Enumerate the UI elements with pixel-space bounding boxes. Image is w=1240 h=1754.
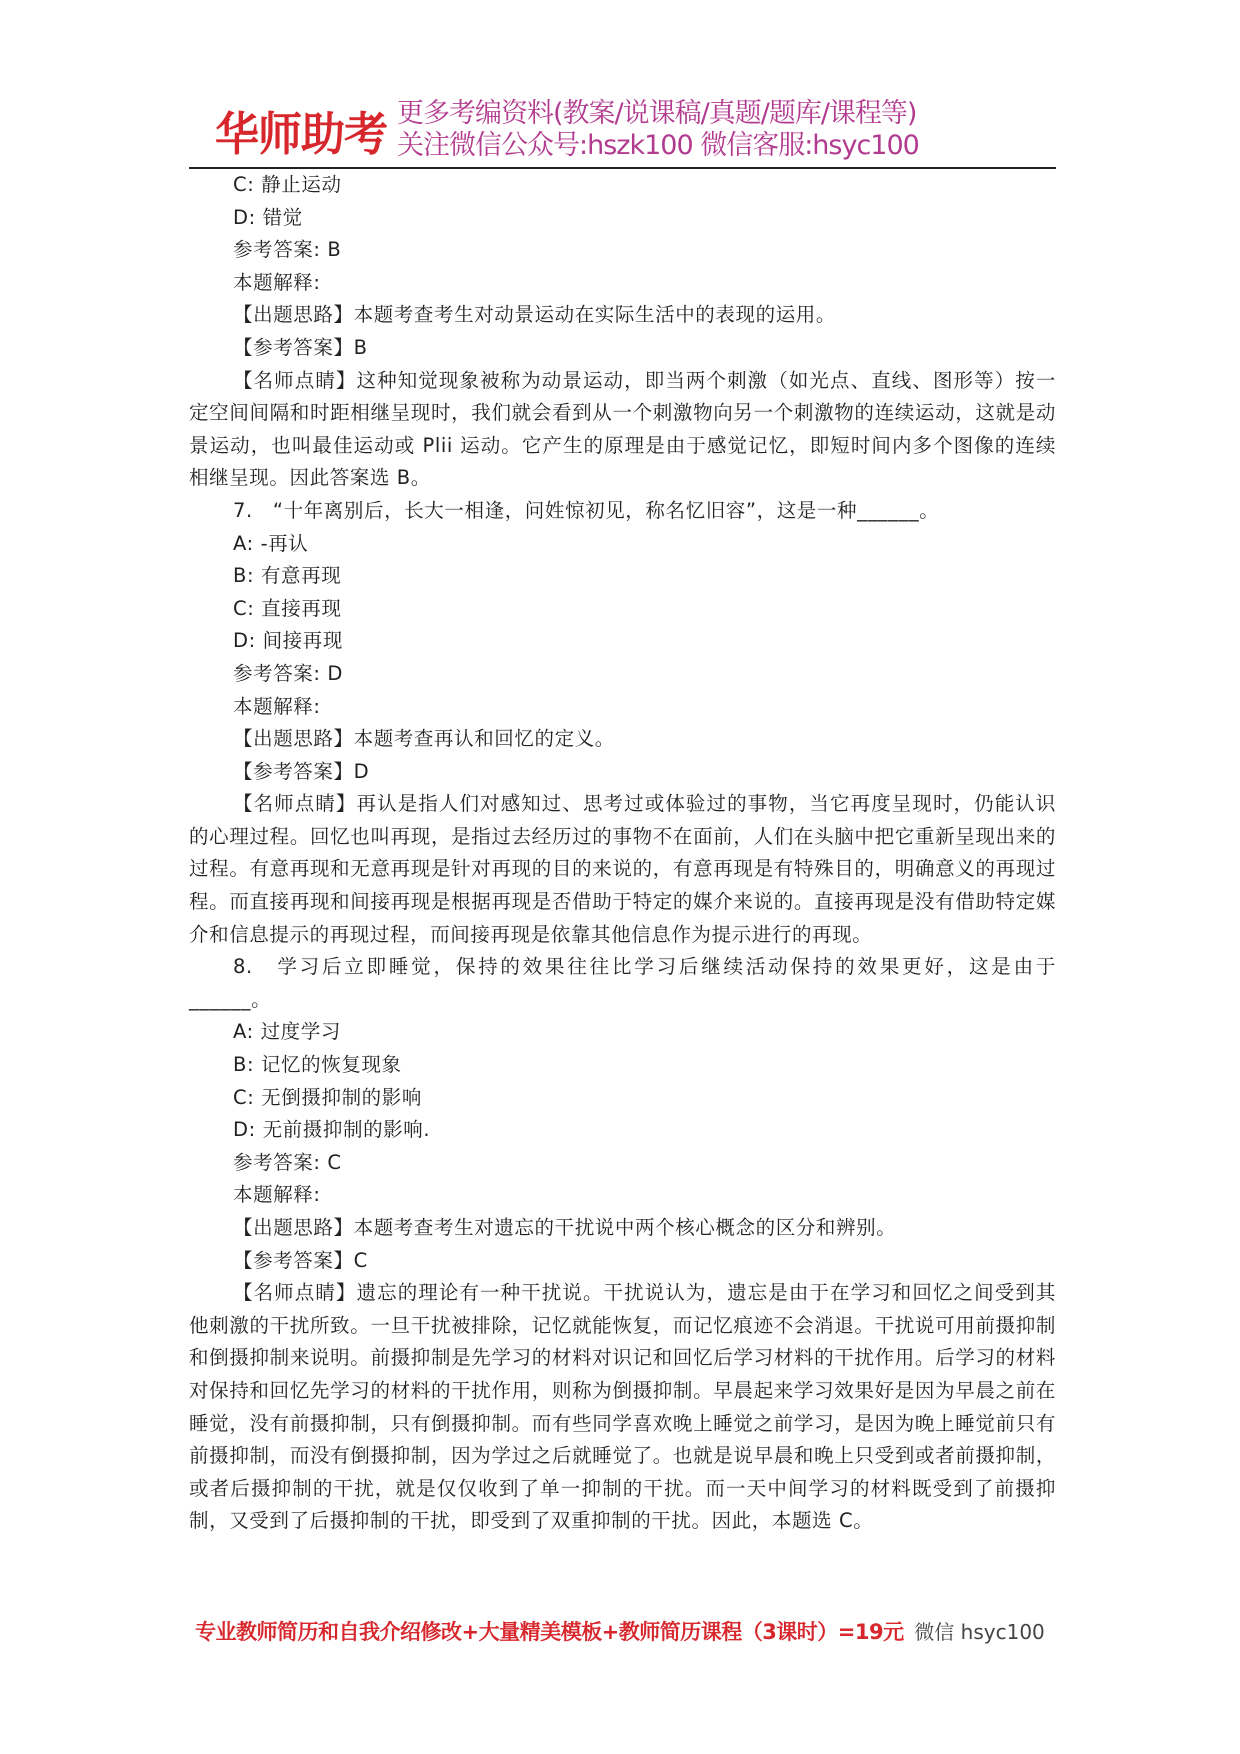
text-line: 参考答案: B: [233, 238, 342, 262]
text-line: B: 记忆的恢复现象: [233, 1053, 402, 1077]
text-line: 【名师点睛】这种知觉现象被称为动景运动，即当两个刺激（如光点、直线、图形等）按一定空间间隔和时距相继呈现时，我们就会看到从一个刺激物向另一个刺激物的连续运动，这就是动景运动，也叫最佳运动或 Plii 运动。它产生的原理是由于感觉记忆，即短时间内多个图像的连续相继呈现。因此答案选 B。: [189, 368, 1056, 490]
page-header-banner: [215, 95, 1035, 165]
text-line: D: 错觉: [233, 205, 303, 229]
header-tagline-line2: 关注微信公众号:hszk100 微信客服:hsyc100: [397, 130, 919, 161]
text-line: 本题解释:: [233, 694, 321, 718]
text-line: 8. 学习后立即睡觉，保持的效果往往比学习后继续活动保持的效果更好，这是由于______。: [189, 955, 1056, 1011]
text-line: 【出题思路】本题考查考生对动景运动在实际生活中的表现的运用。: [233, 303, 837, 327]
text-line: 【名师点睛】遗忘的理论有一种干扰说。干扰说认为，遗忘是由于在学习和回忆之间受到其他刺激的干扰所致。一旦干扰被排除，记忆就能恢复，而记忆痕迹不会消退。干扰说可用前摄抑制和倒摄抑制来说明。前摄抑制是先学习的材料对识记和回忆后学习材料的干扰作用。后学习的材料对保持和回忆先学习的材料的干扰作用，则称为倒摄抑制。早晨起来学习效果好是因为早晨之前在睡觉，没有前摄抑制，只有倒摄抑制。而有些同学喜欢晚上睡觉之前学习，是因为晚上睡觉前只有前摄抑制，而没有倒摄抑制，因为学过之后就睡觉了。也就是说早晨和晚上只受到或者前摄抑制，或者后摄抑制的干扰，就是仅仅收到了单一抑制的干扰。而一天中间学习的材料既受到了前摄抑制，又受到了后摄抑制的干扰，即受到了双重抑制的干扰。因此，本题选 C。: [189, 1281, 1056, 1533]
text-line: 【出题思路】本题考查再认和回忆的定义。: [233, 727, 615, 751]
footer-promo: 专业教师简历和自我介绍修改+大量精美模板+教师简历课程（3课时）=19元: [195, 1620, 904, 1644]
document-body: [189, 169, 1056, 1538]
text-line: B: 有意再现: [233, 564, 342, 588]
text-line: 参考答案: C: [233, 1150, 342, 1174]
text-line: 【名师点睛】再认是指人们对感知过、思考过或体验过的事物，当它再度呈现时，仍能认识的心理过程。回忆也叫再现，是指过去经历过的事物不在面前，人们在头脑中把它重新呈现出来的过程。有意再现和无意再现是针对再现的目的来说的，有意再现是有特殊目的，明确意义的再现过程。而直接再现和间接再现是根据再现是否借助于特定的媒介来说的。直接再现是没有借助特定媒介和信息提示的再现过程，而间接再现是依靠其他信息作为提示进行的再现。: [189, 792, 1056, 946]
text-line: D: 间接再现: [233, 629, 343, 653]
text-line: 【出题思路】本题考查考生对遗忘的干扰说中两个核心概念的区分和辨别。: [233, 1216, 897, 1239]
text-line: A: -再认: [233, 531, 309, 555]
text-line: 参考答案: D: [233, 661, 343, 685]
brand-logo: 华师助考: [215, 107, 387, 162]
text-line: 本题解释:: [233, 270, 321, 294]
text-line: C: 无倒摄抑制的影响: [233, 1085, 422, 1109]
text-line: A: 过度学习: [233, 1020, 341, 1044]
text-line: 本题解释:: [233, 1183, 321, 1207]
text-line: 7. “十年离别后，长大一相逢，问姓惊初见，称名忆旧容”，这是一种______。: [233, 498, 940, 522]
text-line: C: 直接再现: [233, 596, 342, 620]
text-line: 【参考答案】D: [233, 759, 370, 783]
text-line: 【参考答案】C: [233, 1248, 368, 1272]
text-line: D: 无前摄抑制的影响.: [233, 1118, 431, 1142]
text-line: 【参考答案】B: [233, 335, 368, 359]
text-line: C: 静止运动: [233, 173, 342, 196]
header-tagline-line1: 更多考编资料(教案/说课稿/真题/题库/课程等): [397, 98, 917, 129]
footer-contact: 微信 hsyc100: [914, 1620, 1045, 1644]
page-footer: [195, 1616, 1045, 1646]
header-tagline: [397, 98, 919, 162]
